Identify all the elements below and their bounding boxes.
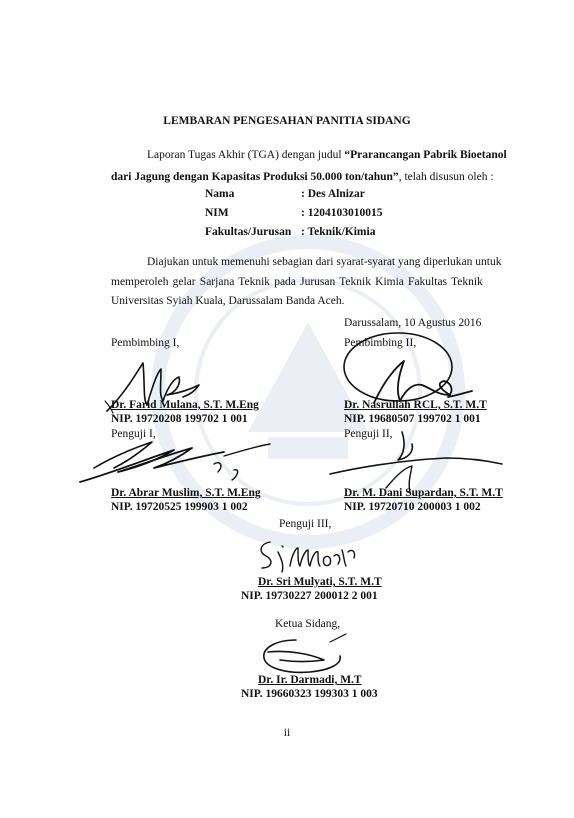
- penguji3-role: Penguji III,: [279, 518, 332, 530]
- author-label-name: Nama: [205, 188, 235, 200]
- intro-line-2: [111, 170, 494, 184]
- intro-suffix: , telah disusun oleh :: [398, 171, 494, 183]
- ketua-role: Ketua Sidang,: [275, 618, 341, 630]
- penguji3-name: Dr. Sri Mulyati, S.T. M.T: [258, 576, 382, 588]
- author-label-nim: NIM: [205, 207, 229, 219]
- ketua-nip: NIP. 19660323 199303 1 003: [241, 688, 378, 700]
- author-value-name: : Des Alnizar: [301, 188, 365, 200]
- penguji1-name: Dr. Abrar Muslim, S.T. M.Eng: [111, 487, 261, 499]
- purpose-line-1: Diajukan untuk memenuhi sebagian dari syarat-syarat yang diperlukan untuk: [147, 256, 502, 268]
- intro-text: Laporan Tugas Akhir (TGA) dengan judul: [147, 149, 345, 161]
- pembimbing1-role: Pembimbing I,: [111, 337, 180, 349]
- penguji2-name: Dr. M. Dani Supardan, S.T. M.T: [344, 487, 503, 499]
- purpose-line-2: memperoleh gelar Sarjana Teknik pada Jurusan Teknik Kimia Fakultas Teknik: [111, 276, 483, 288]
- purpose-line-3: Universitas Syiah Kuala, Darussalam Banda Aceh.: [111, 295, 345, 307]
- intro-line-1: [147, 148, 507, 162]
- pembimbing2-name: Dr. Nasrullah RCL, S.T. M.T: [344, 399, 487, 411]
- pembimbing1-name: Dr. Farid Mulana, S.T. M.Eng: [111, 399, 259, 411]
- author-value-nim: : 1204103010015: [301, 207, 383, 219]
- pembimbing2-nip: NIP. 19680507 199702 1 001: [344, 413, 481, 425]
- penguji1-signature: [74, 432, 274, 492]
- penguji3-signature: [252, 536, 362, 578]
- author-value-faculty: : Teknik/Kimia: [301, 226, 376, 238]
- ketua-name: Dr. Ir. Darmadi, M.T: [258, 674, 362, 686]
- penguji2-role: Penguji II,: [344, 428, 393, 440]
- penguji2-nip: NIP. 19720710 200003 1 002: [344, 501, 481, 513]
- penguji1-role: Penguji I,: [111, 428, 156, 440]
- pembimbing2-role: Pembimbing II,: [344, 337, 417, 349]
- page-number: ii: [283, 727, 291, 739]
- pembimbing1-nip: NIP. 19720208 199702 1 001: [111, 413, 248, 425]
- penguji3-nip: NIP. 19730227 200012 2 001: [241, 590, 378, 602]
- author-label-faculty: Fakultas/Jurusan: [205, 226, 292, 238]
- thesis-title-part-1: “Prarancangan Pabrik Bioetanol: [344, 149, 507, 161]
- signing-date: Darussalam, 10 Agustus 2016: [344, 317, 482, 329]
- thesis-title-part-2: dari Jagung dengan Kapasitas Produksi 50.000 ton/tahun”: [111, 171, 399, 183]
- penguji1-nip: NIP. 19720525 199903 1 002: [111, 501, 248, 513]
- page-title: LEMBARAN PENGESAHAN PANITIA SIDANG: [163, 115, 411, 127]
